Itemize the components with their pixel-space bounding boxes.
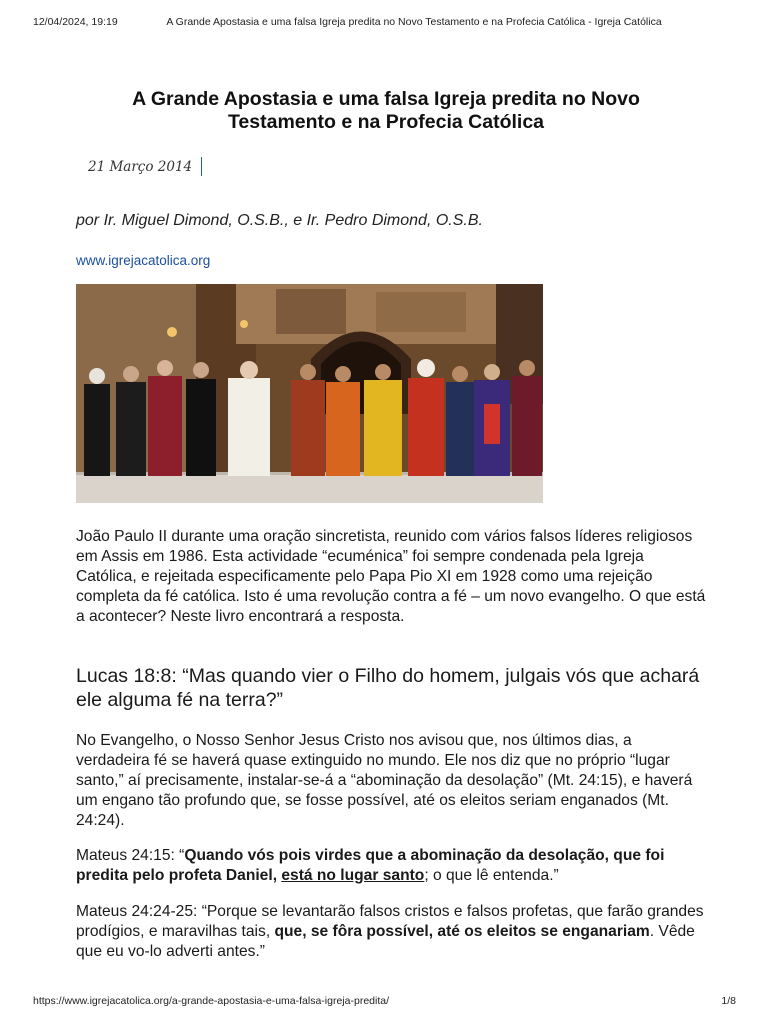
- mt2424-bold: que, se fôra possível, até os eleitos se enganariam: [274, 923, 650, 940]
- page-counter: 1/8: [721, 995, 736, 1007]
- photo-caption: João Paulo II durante uma oração sincretista, reunido com vários falsos líderes religiosos em Assis em 1986. Esta actividade “ecuménica” foi sempre condenada pela Igreja Católica, e rejeitada especificamente pelo Papa Pio XI em 1928 como uma rejeição completa da fé católica. Isto é uma revolução contra a fé – um novo evangelho. O que está a acontecer? Neste livro encontrará a resposta.: [76, 528, 706, 625]
- date-divider: [201, 157, 202, 176]
- article-byline: por Ir. Miguel Dimond, O.S.B., e Ir. Pedro Dimond, O.S.B.: [76, 212, 483, 229]
- mt2424-start: Mateus 24:24-25: “Porque se levantarão falsos cristos e falsos profetas, que farão grandes prodígios, e maravilhas tais,: [76, 903, 704, 940]
- mt2415-bold: Quando vós pois virdes que a abominação da desolação, que foi predita pelo profeta Daniel,: [76, 847, 665, 884]
- print-page-title: A Grande Apostasia e uma falsa Igreja predita no Novo Testamento e na Profecia Católica - Igreja Católica: [166, 16, 662, 28]
- print-datetime: 12/04/2024, 19:19: [33, 16, 118, 28]
- print-url: https://www.igrejacatolica.org/a-grande-apostasia-e-uma-falsa-igreja-predita/: [33, 995, 390, 1007]
- matthew-24-15-paragraph: [76, 846, 708, 886]
- site-link[interactable]: www.igrejacatolica.org: [76, 253, 211, 268]
- mt2424-end: . Vêde que eu vo-lo adverti antes.”: [76, 923, 695, 960]
- gospel-paragraph: No Evangelho, o Nosso Senhor Jesus Cristo nos avisou que, nos últimos dias, a verdadeira fé se haverá quase extinguido no mundo. Ele nos diz que no próprio “lugar santo,” aí precisamente, instalar-se-á a “abominação da desolação” (Mt. 24:15), e haverá um engano tão profundo que, se fosse possível, até os eleitos seriam enganados (Mt. 24:24).: [76, 732, 693, 829]
- luke-quote-heading: Lucas 18:8: “Mas quando vier o Filho do homem, julgais vós que achará ele alguma fé na terra?”: [76, 665, 700, 711]
- assisi-photo: [76, 284, 543, 503]
- mt2415-ref: Mateus 24:15: “: [76, 847, 185, 864]
- matthew-24-24-paragraph: [76, 902, 708, 962]
- article-title: A Grande Apostasia e uma falsa Igreja predita no Novo Testamento e na Profecia Católica: [132, 88, 640, 133]
- article-date: 21 Março 2014: [88, 159, 193, 175]
- mt2415-underlined: está no lugar santo: [281, 867, 425, 884]
- mt2415-end: ; o que lê entenda.”: [424, 867, 559, 884]
